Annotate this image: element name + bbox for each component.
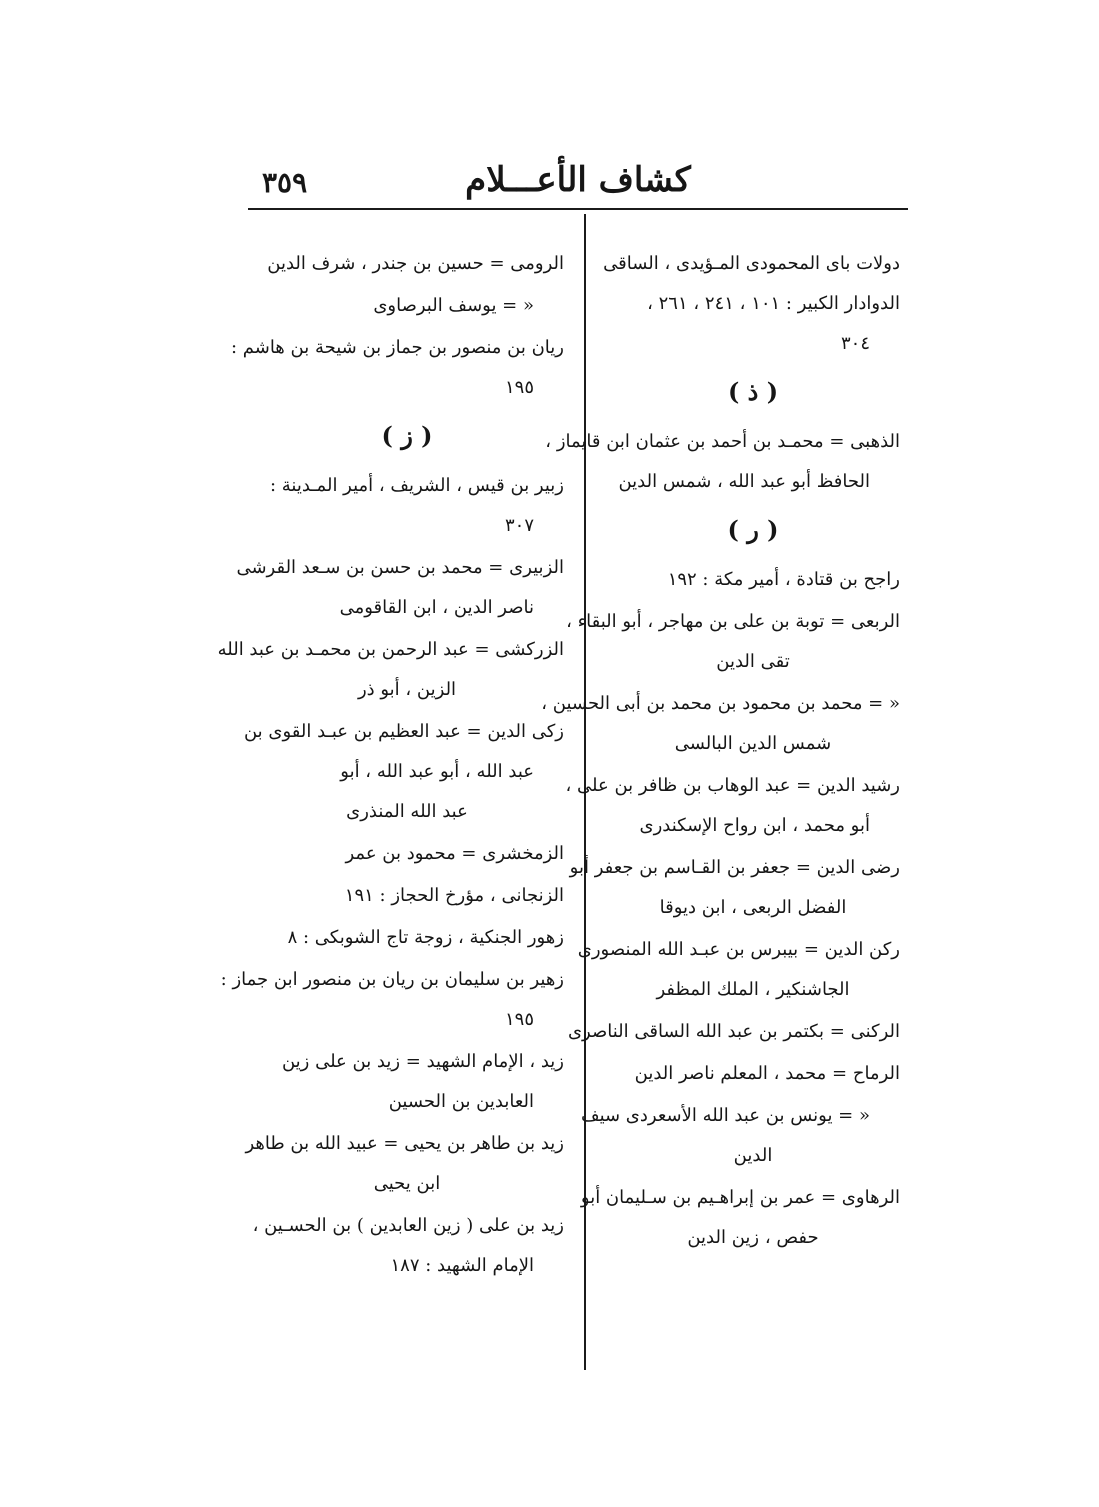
entry-line: الزركشى = عبد الرحمن بن محمـد بن عبد الله [217,639,564,660]
entry-line: الحافظ أبو عبد الله ، شمس الدين [618,471,870,492]
page-title: كشاف الأعـــلام [465,160,691,200]
index-entry [250,1206,564,1286]
index-entry [580,1096,900,1176]
entry-line: العابدين بن الحسين [388,1091,534,1112]
entry-line: زيد بن طاهر بن يحيى = عبيد الله بن طاهر [245,1133,564,1154]
index-entry [566,602,900,682]
entry-line: الجاشنكير ، الملك المظفر [656,979,850,1000]
entry-line: الزنجانى ، مؤرخ الحجاز : ١٩١ [344,885,564,906]
entry-line: تقى الدين [716,651,790,672]
entry-line: الدوادار الكبير : ١٠١ ، ٢٤١ ، ٢٦١ ، [647,293,900,314]
entry-line: الفضل الربعى ، ابن ديوقا [659,897,847,918]
index-entry [603,244,900,364]
entry-line: رضى الدين = جعفر بن القـاسم بن جعفر أبو [569,857,900,878]
entry-line: عبد الله ، أبو عبد الله ، أبو [340,761,534,782]
entry-line: ناصر الدين ، ابن القاقومى [339,597,534,618]
index-entry [569,848,900,928]
entry-line: أبو محمد ، ابن رواح الإسكندرى [639,815,870,836]
entry-line: ركن الدين = بيبرس بن عبـد الله المنصورى [577,939,900,960]
entry-line: زبير بن قيس ، الشريف ، أمير المـدينة : [269,475,564,496]
letter-heading: ( ر ) [727,515,779,544]
entry-line: حفص ، زين الدين [687,1227,819,1248]
entry-line: « = يوسف البرصاوى [373,295,534,316]
entry-line: زيد ، الإمام الشهيد = زيد بن على زين [281,1051,564,1072]
index-entry [217,630,564,710]
index-entry [250,244,564,284]
entry-line: الذهبى = محمـد بن أحمد بن عثمان ابن قايماز ، [545,431,900,452]
header-rule [248,208,908,210]
entry-line: رشيد الدين = عبد الوهاب بن ظافر بن على ، [565,775,900,796]
page-number: ٣٥٩ [262,166,308,199]
entry-line: « = يونس بن عبد الله الأسعردى سيف [580,1105,870,1126]
index-entry [580,1178,900,1258]
entry-line: الرماح = محمد ، المعلم ناصر الدين [634,1063,900,1084]
index-entry [545,422,900,502]
entry-line: ابن يحيى [373,1173,441,1194]
index-entry [577,930,900,1010]
index-entry [220,960,564,1040]
entry-line: الربعى = توبة بن على بن مهاجر ، أبو البقاء ، [566,611,900,632]
entry-line: « = محمد بن محمود بن محمد بن أبى الحسين ، [541,693,900,714]
entry-line: زيد بن على ( زين العابدين ) بن الحسـين ، [252,1215,564,1236]
index-entry [565,766,900,846]
index-entry [606,560,900,600]
index-entry [606,1054,900,1094]
index-entry [250,918,564,958]
index-entry [230,328,564,408]
entry-line: شمس الدين البالسى [674,733,832,754]
index-entry [245,1124,564,1204]
index-entry [236,548,564,628]
index-entry [250,466,564,546]
entry-line: الرومى = حسين بن جندر ، شرف الدين [267,253,564,274]
left-column [217,244,564,1288]
entry-line: راجح بن قتادة ، أمير مكة : ١٩٢ [667,569,900,590]
entry-line: الركنى = بكتمر بن عبد الله الساقى الناصرى [567,1021,900,1042]
index-entry [250,876,564,916]
index-entry [250,286,564,326]
entry-line: ريان بن منصور بن جماز بن شيحة بن هاشم : [230,337,564,358]
entry-line: ٣٠٤ [840,333,870,354]
entry-line: الدين [733,1145,773,1166]
entry-line: الرهاوى = عمر بن إبراهـيم بن سـليمان أبو [580,1187,900,1208]
entry-line: ١٩٥ [504,377,534,398]
entry-line: دولات باى المحمودى المـؤيدى ، الساقى [603,253,900,274]
entry-line: زهير بن سليمان بن ريان بن منصور ابن جماز : [220,969,564,990]
index-entry [541,684,900,764]
index-entry [250,1042,564,1122]
page-header [248,156,908,208]
entry-line: ١٩٥ [504,1009,534,1030]
entry-line: عبد الله المنذرى [346,801,468,822]
entry-line: الإمام الشهيد : ١٨٧ [390,1255,534,1276]
entry-line: الزبيرى = محمد بن حسن بن سـعد القرشى [236,557,564,578]
entry-line: زهور الجنكية ، زوجة تاج الشوبكى : ٨ [287,927,564,948]
entry-line: الزين ، أبو ذر [357,679,457,700]
letter-heading: ( ذ ) [727,377,779,406]
index-entry [243,712,564,832]
entry-line: زكى الدين = عبد العظيم بن عبـد القوى بن [243,721,564,742]
entry-line: الزمخشرى = محمود بن عمر [345,843,564,864]
index-entry [567,1012,900,1052]
right-column [541,244,900,1260]
entry-line: ٣٠٧ [504,515,534,536]
letter-heading: ( ز ) [381,421,433,450]
index-entry [250,834,564,874]
